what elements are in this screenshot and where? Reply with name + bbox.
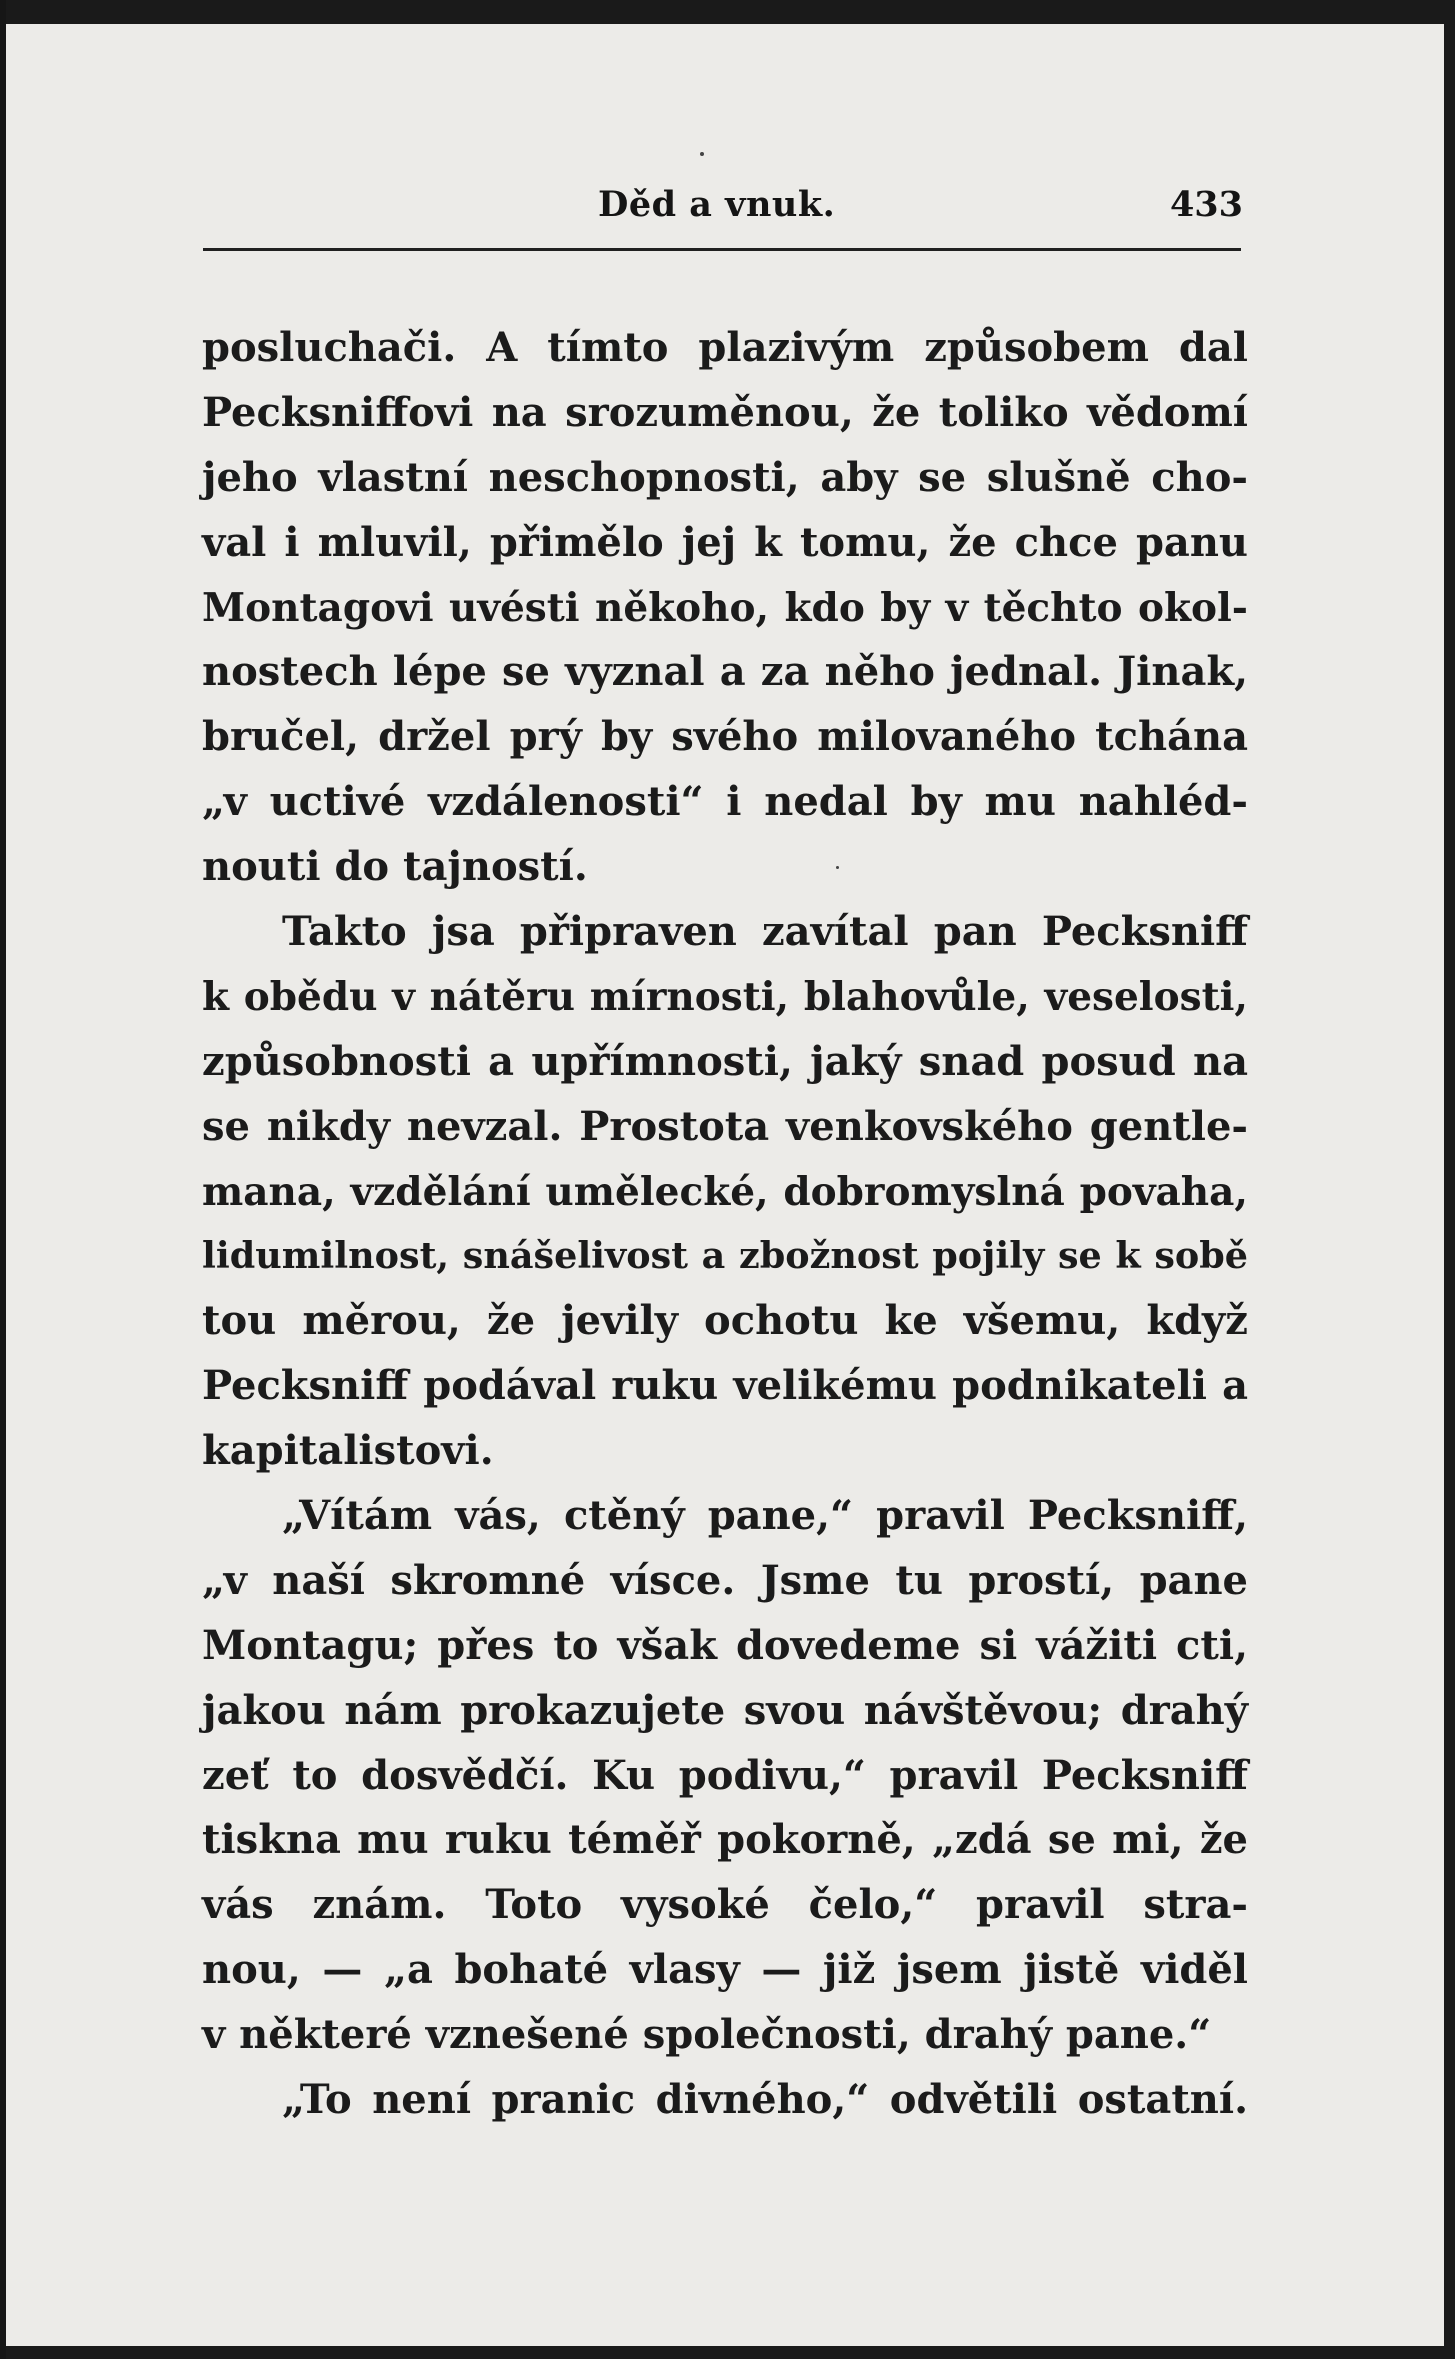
page-number: 433	[1169, 184, 1243, 225]
text-line: „To není pranic divného,“ odvětili ostatní.	[282, 2076, 1248, 2124]
text-line: vás znám. Toto vysoké čelo,“ pravil stra-	[202, 1881, 1248, 1929]
text-line: v některé vznešené společnosti, drahý pane.“	[202, 2011, 1212, 2059]
text-line: lidumilnost, snášelivost a zbožnost pojily se k sobě	[202, 1234, 1248, 1278]
text-line: jeho vlastní neschopnosti, aby se slušně cho-	[202, 453, 1248, 501]
text-line: val i mluvil, přimělo jej k tomu, že chce panu	[202, 518, 1248, 566]
body-text	[202, 316, 1248, 2133]
text-line: posluchači. A tímto plazivým způsobem dal	[202, 324, 1248, 371]
text-line: jakou nám prokazujete svou návštěvou; drahý	[202, 1686, 1248, 1734]
text-line: bručel, držel prý by svého milovaného tchána	[202, 713, 1248, 761]
text-line: nostech lépe se vyznal a za něho jednal. Jinak,	[202, 648, 1248, 696]
text-line: k obědu v nátěru mírnosti, blahovůle, veselosti,	[202, 973, 1248, 1020]
text-line: Montagovi uvésti někoho, kdo by v těchto okol-	[202, 584, 1248, 631]
header-rule	[203, 248, 1241, 251]
text-line: mana, vzdělání umělecké, dobromyslná povaha,	[202, 1168, 1248, 1215]
text-line: Takto jsa připraven zavítal pan Pecksniff	[282, 908, 1248, 956]
text-line: Montagu; přes to však dovedeme si vážiti cti,	[202, 1621, 1248, 1669]
text-line: způsobnosti a upřímnosti, jaký snad posud na	[202, 1037, 1248, 1085]
page-header	[200, 184, 1243, 234]
text-line: „v naší skromné vísce. Jsme tu prostí, pane	[202, 1556, 1248, 1604]
text-line: Pecksniffovi na srozuměnou, že toliko vědomí	[202, 388, 1248, 436]
text-line: kapitalistovi.	[202, 1427, 494, 1475]
text-line: Pecksniff podával ruku velikému podnikateli a	[202, 1362, 1248, 1410]
text-line: „v uctivé vzdálenosti“ i nedal by mu nahléd-	[202, 778, 1248, 826]
text-line: se nikdy nevzal. Prostota venkovského gentle-	[202, 1102, 1248, 1150]
running-title: Děd a vnuk.	[598, 184, 836, 225]
text-line: nou, — „a bohaté vlasy — již jsem jistě viděl	[202, 1946, 1248, 1994]
text-line: tou měrou, že jevily ochotu ke všemu, když	[202, 1297, 1248, 1345]
print-speck	[836, 866, 839, 869]
text-line: zeť to dosvědčí. Ku podivu,“ pravil Pecksniff	[202, 1751, 1248, 1799]
print-speck	[700, 152, 704, 156]
text-line: „Vítám vás, ctěný pane,“ pravil Pecksniff,	[282, 1492, 1248, 1540]
text-line: tiskna mu ruku téměř pokorně, „zdá se mi, že	[202, 1816, 1248, 1864]
text-line: nouti do tajností.	[202, 843, 588, 891]
